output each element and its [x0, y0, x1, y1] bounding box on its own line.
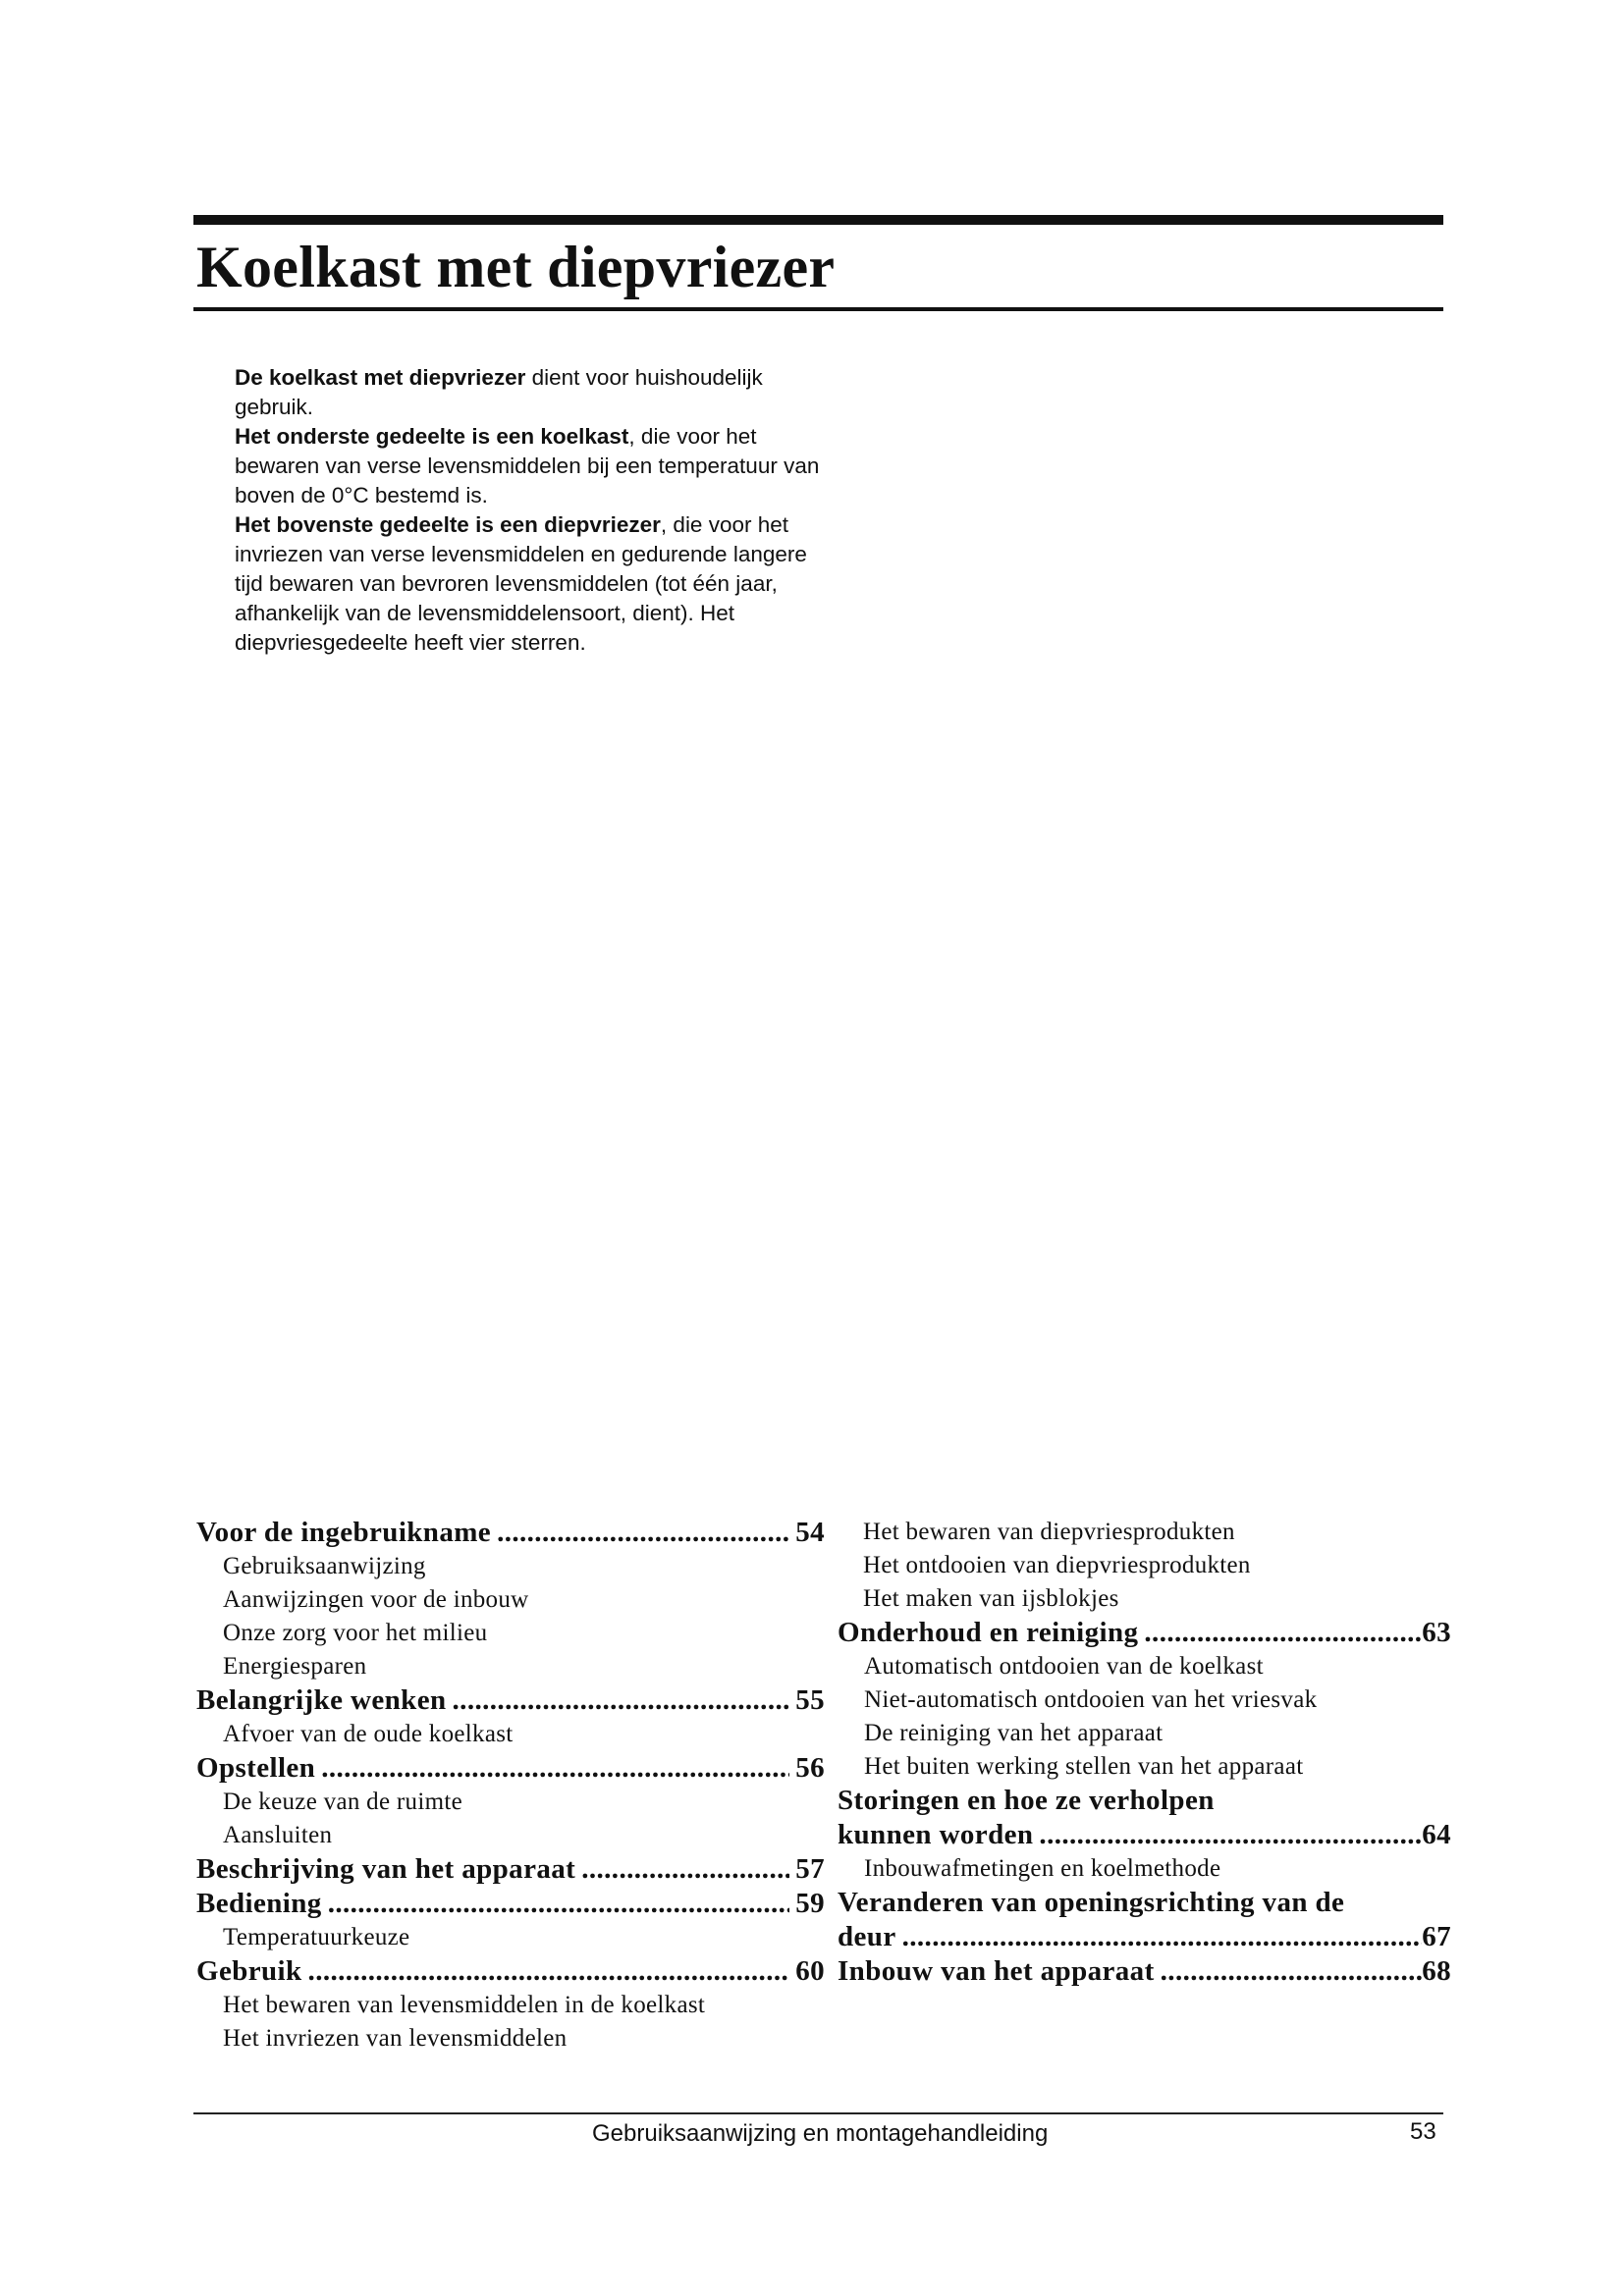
- toc-entry[interactable]: [196, 1852, 825, 1887]
- intro-rest: , die voor het invriezen van verse levensmiddelen en gedurende langere tijd bewaren van bevroren levensmiddelen (tot één jaar, afhankelijk van de levensmiddelensoort, dient). Het diepvriesgedeelte heeft vier sterren.: [235, 512, 807, 655]
- toc-entry[interactable]: [196, 1954, 825, 1989]
- toc-page-number: 68: [1422, 1955, 1451, 1987]
- toc-entry[interactable]: [196, 1751, 825, 1786]
- intro-bold: Het onderste gedeelte is een koelkast: [235, 424, 629, 449]
- toc-entry[interactable]: [196, 1516, 825, 1550]
- toc-page-number: 56: [795, 1752, 825, 1784]
- toc-entry-title: Voor de ingebruikname: [196, 1517, 492, 1548]
- toc-page-number: 60: [795, 1955, 825, 1987]
- toc-entry-title: Veranderen van openingsrichting van de: [838, 1887, 1345, 1918]
- toc-entry-heading[interactable]: [838, 1784, 1451, 1818]
- toc-entry[interactable]: [196, 1887, 825, 1921]
- toc-page-number: 54: [795, 1517, 825, 1548]
- toc-subentry[interactable]: Het invriezen van levensmiddelen: [223, 2025, 568, 2052]
- toc-entry-heading[interactable]: [838, 1886, 1451, 1920]
- toc-subentry[interactable]: Het ontdooien van diepvriesprodukten: [863, 1552, 1251, 1578]
- toc-entry[interactable]: [838, 1920, 1451, 1954]
- toc-subentry[interactable]: Het bewaren van diepvriesprodukten: [863, 1519, 1235, 1545]
- toc-page-number: 63: [1422, 1617, 1451, 1648]
- title-rule: [193, 307, 1443, 311]
- intro-bold: Het bovenste gedeelte is een diepvriezer: [235, 512, 661, 537]
- intro-paragraph: [235, 422, 824, 510]
- toc-entry-title-cont: kunnen worden: [838, 1819, 1034, 1850]
- intro-bold: De koelkast met diepvriezer: [235, 365, 526, 390]
- toc-page-number: 67: [1422, 1921, 1451, 1952]
- toc-subentry[interactable]: Automatisch ontdooien van de koelkast: [864, 1653, 1264, 1680]
- toc-leader: [497, 1516, 789, 1550]
- toc-entry-title-cont: deur: [838, 1921, 896, 1952]
- toc-entry-title: Storingen en hoe ze verholpen: [838, 1785, 1215, 1816]
- toc-entry-title: Onderhoud en reiniging: [838, 1617, 1139, 1648]
- toc-leader: [308, 1954, 789, 1989]
- toc-page-number: 64: [1422, 1819, 1451, 1850]
- toc-subentry[interactable]: Aanwijzingen voor de inbouw: [223, 1586, 529, 1613]
- toc-subentry[interactable]: Aansluiten: [223, 1822, 333, 1848]
- toc-leader: [1161, 1954, 1423, 1989]
- toc-left-column: [196, 1516, 825, 2056]
- toc-entry-title: Gebruik: [196, 1955, 302, 1987]
- toc-leader: [321, 1751, 789, 1786]
- footer-rule: [193, 2112, 1443, 2114]
- toc-entry-title: Opstellen: [196, 1752, 316, 1784]
- toc-leader: [453, 1683, 789, 1718]
- toc-subentry[interactable]: Het maken van ijsblokjes: [863, 1585, 1119, 1612]
- toc-leader: [328, 1887, 789, 1921]
- toc-subentry[interactable]: Onze zorg voor het milieu: [223, 1620, 488, 1646]
- intro-paragraph: [235, 510, 824, 658]
- toc-subentry[interactable]: Gebruiksaanwijzing: [223, 1553, 426, 1579]
- toc-subentry[interactable]: Het bewaren van levensmiddelen in de koelkast: [223, 1992, 706, 2018]
- toc-leader: [1039, 1818, 1422, 1852]
- toc-leader: [1144, 1616, 1422, 1650]
- toc-subentry[interactable]: Inbouwafmetingen en koelmethode: [864, 1855, 1221, 1882]
- toc-subentry[interactable]: De reiniging van het apparaat: [864, 1720, 1164, 1746]
- footer-page-number: 53: [1410, 2118, 1436, 2145]
- intro-rest: , die voor het bewaren van verse levensmiddelen bij een temperatuur van boven de 0°C bestemd is.: [235, 424, 820, 507]
- footer-title: Gebruiksaanwijzing en montagehandleiding: [592, 2120, 1049, 2147]
- intro-rest: dient voor huishoudelijk gebruik.: [235, 365, 763, 419]
- intro-paragraph: [235, 363, 824, 422]
- toc-subentry[interactable]: Temperatuurkeuze: [223, 1924, 410, 1950]
- toc-page-number: 59: [795, 1888, 825, 1919]
- toc-entry-title: Inbouw van het apparaat: [838, 1955, 1155, 1987]
- toc-entry[interactable]: [196, 1683, 825, 1718]
- page-title: Koelkast met diepvriezer: [196, 235, 836, 299]
- toc-subentry[interactable]: Het buiten werking stellen van het apparaat: [864, 1753, 1304, 1780]
- toc-subentry[interactable]: Afvoer van de oude koelkast: [223, 1721, 514, 1747]
- toc-page-number: 55: [795, 1684, 825, 1716]
- top-rule: [193, 215, 1443, 225]
- toc-leader: [581, 1852, 789, 1887]
- toc-right-column: [838, 1516, 1451, 1989]
- toc-entry[interactable]: [838, 1818, 1451, 1852]
- toc-page-number: 57: [795, 1853, 825, 1885]
- toc-subentry[interactable]: Energiesparen: [223, 1653, 367, 1680]
- toc-subentry[interactable]: Niet-automatisch ontdooien van het vriesvak: [864, 1686, 1318, 1713]
- toc-entry[interactable]: [838, 1954, 1451, 1989]
- intro-text: [235, 363, 824, 658]
- toc-leader: [902, 1920, 1423, 1954]
- toc-entry-title: Bediening: [196, 1888, 322, 1919]
- toc-entry[interactable]: [838, 1616, 1451, 1650]
- toc-entry-title: Beschrijving van het apparaat: [196, 1853, 576, 1885]
- toc-subentry[interactable]: De keuze van de ruimte: [223, 1789, 462, 1815]
- toc-entry-title: Belangrijke wenken: [196, 1684, 447, 1716]
